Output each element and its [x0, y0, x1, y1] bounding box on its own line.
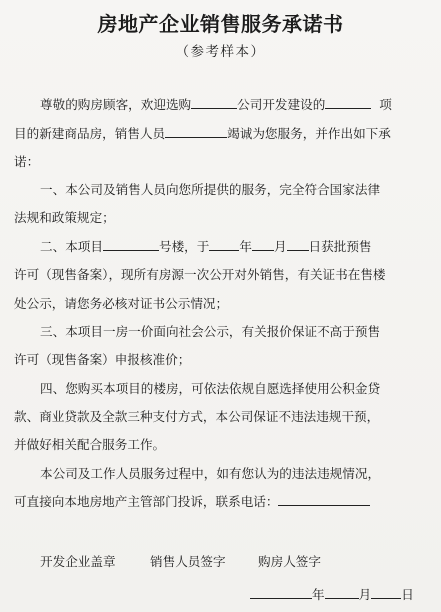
item2-text-1: 二、本项目	[40, 239, 103, 254]
date-year-label: 年	[312, 587, 325, 602]
item2-line-3: 处公示，请您务必核对证书公示情况；	[14, 296, 229, 311]
approval-year-blank[interactable]	[209, 238, 239, 251]
phone-number-blank[interactable]	[278, 493, 370, 506]
date-month-blank[interactable]	[325, 586, 359, 599]
closing-line-1: 本公司及工作人员服务过程中，如有您认为的违法违规情况，	[40, 466, 381, 481]
item2-line-1	[40, 238, 372, 256]
buyer-signature-label: 购房人签字	[258, 554, 321, 569]
date-line	[250, 584, 414, 603]
greeting-text-1: 尊敬的购房顾客，欢迎选购	[40, 97, 192, 112]
document-title: 房地产企业销售服务承诺书	[97, 12, 344, 36]
item3-line-1: 三、本项目一房一价面向社会公示，有关报价保证不高于预售	[40, 324, 381, 339]
date-day-label: 日	[401, 587, 414, 602]
approval-day-blank[interactable]	[287, 238, 309, 251]
item2-text-4: 月	[273, 239, 287, 254]
date-year-blank[interactable]	[250, 586, 312, 599]
item2-line-2: 许可（现售备案），现所有房源一次公开对外销售，有关证书在售楼	[14, 267, 386, 282]
greeting-text-4: 目的新建商品房，销售人员	[14, 126, 166, 141]
item1-line-1: 一、本公司及销售人员向您所提供的服务，完全符合国家法律	[40, 182, 381, 197]
item4-line-1: 四、您购买本项目的楼房，可依法依规自愿选择使用公积金贷	[40, 381, 381, 396]
date-day-blank[interactable]	[371, 586, 401, 599]
salesperson-blank[interactable]	[165, 125, 227, 138]
document-subtitle: （参考样本）	[175, 44, 266, 60]
greeting-text-2: 公司开发建设的	[237, 97, 326, 112]
item2-text-3: 年	[239, 239, 252, 254]
building-number-blank[interactable]	[103, 238, 159, 251]
greeting-line-1	[40, 96, 392, 114]
project-name-blank[interactable]	[325, 96, 371, 109]
approval-month-blank[interactable]	[252, 238, 274, 251]
greeting-text-3: 项	[379, 97, 392, 112]
closing-text: 可直接向本地房地产主管部门投诉，联系电话：	[14, 494, 279, 509]
item4-line-2: 款、商业贷款及全款三种支付方式，本公司保证不违法违规干预，	[14, 409, 380, 424]
greeting-text-5: 竭诚为您服务，并作出如下承	[227, 126, 391, 141]
date-month-label: 月	[358, 587, 372, 602]
item2-text-5: 日获批预售	[308, 239, 372, 254]
salesperson-signature-label: 销售人员签字	[150, 554, 226, 569]
project-company-blank[interactable]	[191, 96, 237, 109]
closing-line-2	[14, 493, 370, 511]
greeting-line-2	[14, 125, 391, 143]
item3-line-2: 许可（现售备案）申报核准价；	[14, 352, 191, 367]
item1-line-2: 法规和政策规定；	[14, 210, 115, 225]
item2-text-2: 号楼，于	[158, 239, 210, 254]
item4-line-3: 并做好相关配合服务工作。	[14, 437, 166, 452]
developer-seal-label: 开发企业盖章	[40, 554, 116, 569]
greeting-line-3: 诺：	[14, 154, 40, 169]
